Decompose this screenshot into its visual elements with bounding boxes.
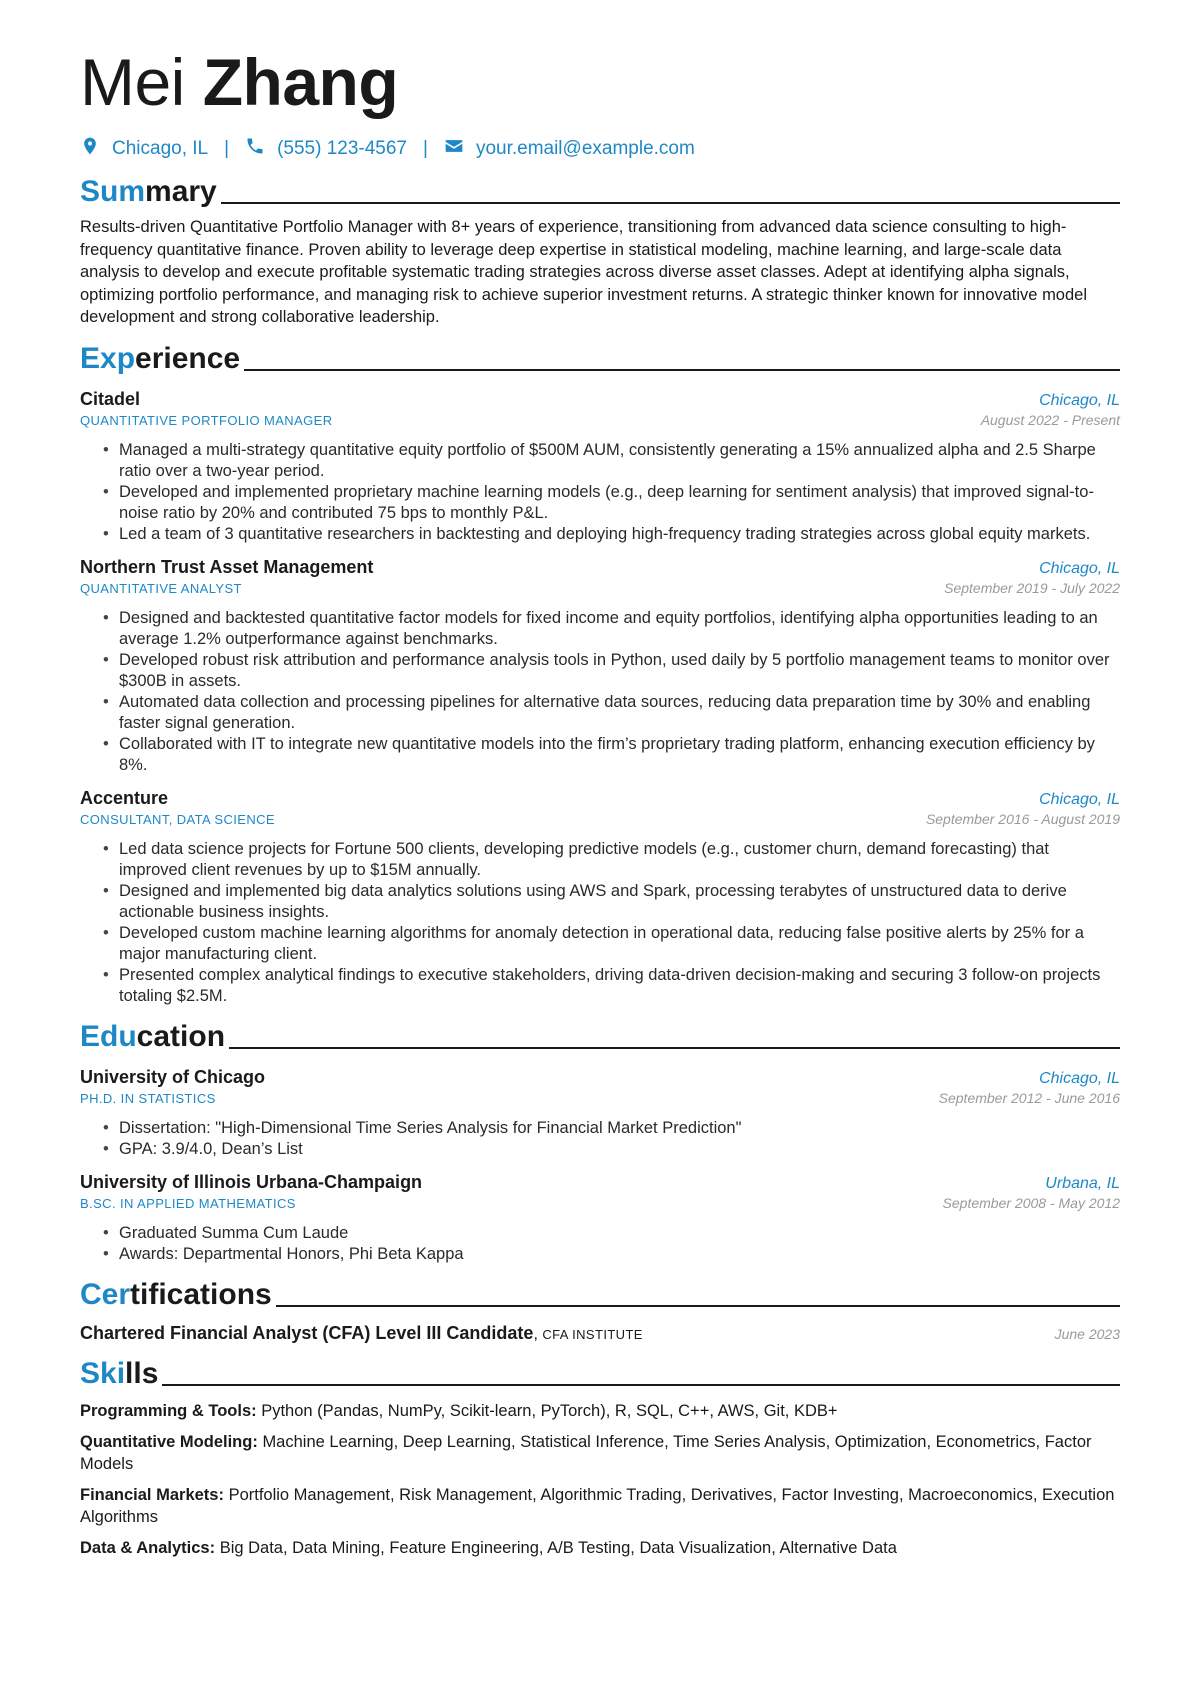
employer: Citadel xyxy=(80,388,141,409)
location-text: Chicago, IL xyxy=(112,138,209,159)
skill-label: Financial Markets: xyxy=(80,1485,224,1504)
bullet-list xyxy=(80,1223,1120,1265)
bullet-list xyxy=(80,839,1120,1007)
job-title: QUANTITATIVE PORTFOLIO MANAGER xyxy=(80,412,333,428)
skill-row xyxy=(80,1431,1120,1476)
candidate-name xyxy=(80,44,1120,120)
bullet-item: • Led data science projects for Fortune 500 clients, developing predictive models (e.g., customer churn, demand forecasting) that improved client revenues by up to $15M annually. xyxy=(119,839,1120,881)
contact-separator: | xyxy=(224,138,230,159)
skills-heading: Skills xyxy=(80,1356,1120,1392)
job-title: QUANTITATIVE ANALYST xyxy=(80,580,242,596)
bullet-item: • Developed custom machine learning algorithms for anomaly detection in operational data, reducing false positive alerts by 25% for a major manufacturing client. xyxy=(119,923,1120,965)
school: University of Chicago xyxy=(80,1066,266,1087)
experience-entry xyxy=(80,555,1120,776)
contact-location xyxy=(80,136,208,162)
phone-icon xyxy=(245,136,277,162)
skill-value: Python (Pandas, NumPy, Scikit-learn, PyTorch), R, SQL, C++, AWS, Git, KDB+ xyxy=(261,1401,838,1420)
contact-email[interactable] xyxy=(444,136,695,162)
skill-label: Data & Analytics: xyxy=(80,1538,216,1557)
entry-location: Chicago, IL xyxy=(1039,391,1120,409)
certifications-heading: Certifications xyxy=(80,1277,1120,1313)
skill-row xyxy=(80,1537,1120,1560)
certification-issuer: CFA INSTITUTE xyxy=(542,1326,643,1342)
employer: Accenture xyxy=(80,787,169,808)
contact-bar xyxy=(80,136,1120,162)
entry-dates: September 2019 - July 2022 xyxy=(944,579,1120,596)
location-pin-icon xyxy=(80,136,112,162)
experience-entry xyxy=(80,786,1120,1007)
section-rule xyxy=(229,1047,1120,1049)
bullet-item: • Led a team of 3 quantitative researchers in backtesting and deploying high-frequency trading strategies across global equity markets. xyxy=(119,524,1120,545)
resume-page xyxy=(80,44,1120,1560)
skill-label: Programming & Tools: xyxy=(80,1401,257,1420)
bullet-item: • Designed and implemented big data analytics solutions using AWS and Spark, processing terabytes of unstructured data to derive actionable business insights. xyxy=(119,881,1120,923)
skill-row xyxy=(80,1400,1120,1423)
summary-text: Results-driven Quantitative Portfolio Manager with 8+ years of experience, transitioning from advanced data science consulting to high-frequency quantitative finance. Proven ability to leverage deep expertise in statistical modeling, machine learning, and large-scale data analysis to develop and execute profitable systematic trading strategies across diverse asset classes. Adept at identifying alpha signals, optimizing portfolio performance, and managing risk to achieve superior investment returns. A strategic thinker known for innovative model development and strong collaborative leadership. xyxy=(80,218,1088,327)
bullet-item: • Designed and backtested quantitative factor models for fixed income and equity portfolios, identifying alpha opportunities leading to an average 1.2% outperformance against benchmarks. xyxy=(119,608,1120,650)
first-name: Mei xyxy=(80,45,185,119)
experience-heading: Experience xyxy=(80,341,1120,377)
entry-location: Chicago, IL xyxy=(1039,559,1120,577)
experience-entry xyxy=(80,387,1120,545)
certification-entry: Chartered Financial Analyst (CFA) Level III Candidate, CFA INSTITUTE June 2023 xyxy=(80,1322,1120,1343)
education-entry xyxy=(80,1065,1120,1160)
bullet-item: • Awards: Departmental Honors, Phi Beta Kappa xyxy=(119,1244,1120,1265)
contact-separator: | xyxy=(423,138,428,159)
bullet-list xyxy=(80,608,1120,776)
phone-text: (555) 123-4567 xyxy=(277,138,407,159)
skill-value: Big Data, Data Mining, Feature Engineering, A/B Testing, Data Visualization, Alternative Data xyxy=(219,1538,897,1557)
section-rule xyxy=(162,1384,1120,1386)
bullet-item: • Collaborated with IT to integrate new quantitative models into the firm’s proprietary trading platform, enhancing execution efficiency by 8%. xyxy=(119,734,1120,776)
job-title: CONSULTANT, DATA SCIENCE xyxy=(80,811,275,827)
bullet-list xyxy=(80,1118,1120,1160)
bullet-item: • GPA: 3.9/4.0, Dean’s List xyxy=(119,1139,1120,1160)
bullet-item: • Graduated Summa Cum Laude xyxy=(119,1223,1120,1244)
degree: PH.D. IN STATISTICS xyxy=(80,1090,216,1106)
skill-label: Quantitative Modeling: xyxy=(80,1432,258,1451)
entry-dates: August 2022 - Present xyxy=(980,411,1120,428)
bullet-list xyxy=(80,440,1120,545)
skill-value: Machine Learning, Deep Learning, Statistical Inference, Time Series Analysis, Optimization, Econometrics, Factor Models xyxy=(80,1432,1092,1474)
degree: B.SC. IN APPLIED MATHEMATICS xyxy=(80,1195,296,1211)
education-entry xyxy=(80,1170,1120,1265)
bullet-item: • Managed a multi-strategy quantitative equity portfolio of $500M AUM, consistently generating a 15% annualized alpha and 2.5 Sharpe ratio over a two-year period. xyxy=(119,440,1120,482)
certification-name: Chartered Financial Analyst (CFA) Level III Candidate xyxy=(80,1322,534,1343)
school: University of Illinois Urbana-Champaign xyxy=(80,1171,423,1192)
bullet-item: • Developed and implemented proprietary machine learning models (e.g., deep learning for sentiment analysis) that improved signal-to-noise ratio by 20% and contributed 75 bps to monthly P&L. xyxy=(119,482,1120,524)
bullet-item: • Developed robust risk attribution and performance analysis tools in Python, used daily by 5 portfolio management teams to monitor over $300B in assets. xyxy=(119,650,1120,692)
skill-row xyxy=(80,1484,1120,1529)
entry-location: Urbana, IL xyxy=(1045,1174,1120,1192)
entry-dates: September 2016 - August 2019 xyxy=(925,810,1120,827)
education-heading: Education xyxy=(80,1019,1120,1055)
entry-dates: September 2012 - June 2016 xyxy=(938,1089,1120,1106)
section-rule xyxy=(276,1305,1120,1307)
entry-location: Chicago, IL xyxy=(1039,1069,1120,1087)
email-link[interactable]: your.email@example.com xyxy=(475,138,695,159)
bullet-item: • Automated data collection and processing pipelines for alternative data sources, reducing data preparation time by 30% and enabling faster signal generation. xyxy=(119,692,1120,734)
bullet-item: • Presented complex analytical findings to executive stakeholders, driving data-driven decision-making and securing 3 follow-on projects totaling $2.5M. xyxy=(119,965,1120,1007)
contact-phone[interactable] xyxy=(245,136,407,162)
summary-heading: Summary xyxy=(80,174,1120,210)
section-rule xyxy=(221,202,1120,204)
last-name: Zhang xyxy=(202,45,399,119)
bullet-item: • Dissertation: "High-Dimensional Time Series Analysis for Financial Market Prediction" xyxy=(119,1118,1120,1139)
entry-dates: September 2008 - May 2012 xyxy=(942,1194,1120,1211)
employer: Northern Trust Asset Management xyxy=(80,556,374,577)
section-rule xyxy=(244,369,1120,371)
entry-location: Chicago, IL xyxy=(1039,790,1120,808)
skill-value: Portfolio Management, Risk Management, Algorithmic Trading, Derivatives, Factor Investing, Macroeconomics, Execution Algorithms xyxy=(80,1485,1115,1527)
envelope-icon xyxy=(444,136,476,162)
certification-date: June 2023 xyxy=(1054,1325,1120,1342)
